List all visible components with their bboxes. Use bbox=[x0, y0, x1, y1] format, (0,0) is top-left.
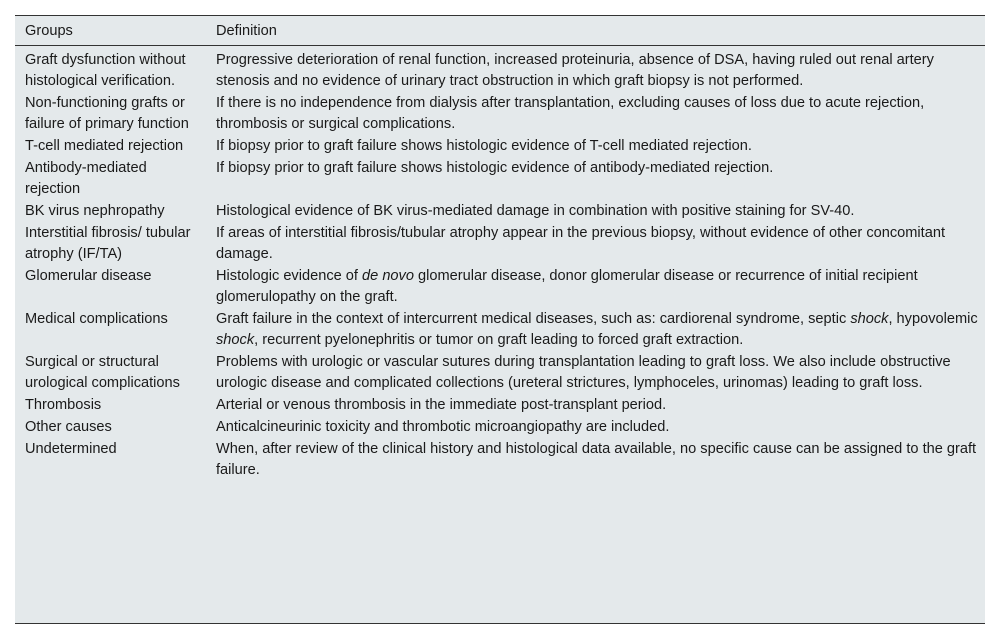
definition-text: If biopsy prior to graft failure shows histologic evidence of T-cell mediated rejection. bbox=[216, 138, 752, 154]
group-cell: Thrombosis bbox=[25, 397, 102, 413]
definition-text: Progressive deterioration of renal function, increased proteinuria, absence of DSA, having ruled out renal artery stenosis and no evidence of urinary tract obstruction in which graft biopsy is not performed. bbox=[216, 52, 934, 89]
definition-text: Arterial or venous thrombosis in the immediate post-transplant period. bbox=[216, 397, 667, 413]
group-cell: Surgical or structural urological complications bbox=[25, 354, 180, 391]
table-row bbox=[15, 351, 985, 394]
definition-cell bbox=[206, 438, 985, 481]
table-header bbox=[15, 16, 985, 46]
table-row bbox=[15, 394, 985, 416]
definition-text: If biopsy prior to graft failure shows histologic evidence of antibody-mediated rejection. bbox=[216, 160, 774, 176]
table-row bbox=[15, 135, 985, 157]
group-cell: Medical complications bbox=[25, 311, 168, 327]
table-row bbox=[15, 416, 985, 438]
definition-cell bbox=[206, 200, 985, 222]
definition-cell bbox=[206, 308, 985, 351]
table-row bbox=[15, 157, 985, 200]
group-cell: Undetermined bbox=[25, 441, 117, 457]
definition-text: , recurrent pyelonephritis or tumor on graft leading to forced graft extraction. bbox=[254, 332, 744, 348]
definitions-table bbox=[15, 15, 985, 624]
group-cell: Graft dysfunction without histological verification. bbox=[25, 52, 186, 89]
definition-text: Histological evidence of BK virus-mediated damage in combination with positive staining for SV-40. bbox=[216, 203, 855, 219]
table-row bbox=[15, 200, 985, 222]
table-body bbox=[15, 46, 985, 482]
header-definition: Definition bbox=[206, 16, 985, 46]
definition-cell bbox=[206, 46, 985, 93]
group-cell: Interstitial fibrosis/ tubular atrophy (IF/TA) bbox=[25, 225, 191, 262]
definition-italic-text: shock bbox=[216, 332, 255, 348]
definition-text: glomerular disease, donor glomerular disease or recurrence of initial recipient glomerulopathy on the graft. bbox=[216, 268, 918, 305]
table-row bbox=[15, 222, 985, 265]
definition-cell bbox=[206, 265, 985, 308]
table-row bbox=[15, 438, 985, 481]
definition-italic-text: shock bbox=[850, 311, 889, 327]
group-cell: BK virus nephropathy bbox=[25, 203, 165, 219]
definition-text: When, after review of the clinical history and histological data available, no specific cause can be assigned to the graft failure. bbox=[216, 441, 977, 478]
table-row bbox=[15, 46, 985, 93]
definition-cell bbox=[206, 135, 985, 157]
definition-cell bbox=[206, 92, 985, 135]
group-cell: Non-functioning grafts or failure of primary function bbox=[25, 95, 189, 132]
definition-text: Graft failure in the context of intercurrent medical diseases, such as: cardiorenal syndrome, septic bbox=[216, 311, 851, 327]
definition-cell bbox=[206, 416, 985, 438]
group-cell: Glomerular disease bbox=[25, 268, 152, 284]
definition-cell bbox=[206, 222, 985, 265]
definition-text: Problems with urologic or vascular sutures during transplantation leading to graft loss. We also include obstructive urologic disease and complicated collections (ureteral strictures, lymphoceles, urinomas) leading to graft loss. bbox=[216, 354, 951, 391]
definition-text: Anticalcineurinic toxicity and thrombotic microangiopathy are included. bbox=[216, 419, 670, 435]
definition-cell bbox=[206, 394, 985, 416]
table bbox=[15, 16, 985, 481]
table-row bbox=[15, 308, 985, 351]
definition-text: Histologic evidence of bbox=[216, 268, 363, 284]
definition-italic-text: de novo bbox=[362, 268, 414, 284]
group-cell: T-cell mediated rejection bbox=[25, 138, 184, 154]
group-cell: Other causes bbox=[25, 419, 112, 435]
table-row bbox=[15, 92, 985, 135]
definition-text: , hypovolemic bbox=[888, 311, 978, 327]
definition-cell bbox=[206, 157, 985, 200]
table-row bbox=[15, 265, 985, 308]
header-groups: Groups bbox=[15, 16, 206, 46]
header-row bbox=[15, 16, 985, 46]
definition-cell bbox=[206, 351, 985, 394]
group-cell: Antibody-mediated rejection bbox=[25, 160, 147, 197]
definition-text: If there is no independence from dialysis after transplantation, excluding causes of loss due to acute rejection, thrombosis or surgical complications. bbox=[216, 95, 925, 132]
definition-text: If areas of interstitial fibrosis/tubular atrophy appear in the previous biopsy, without evidence of other concomitant damage. bbox=[216, 225, 946, 262]
